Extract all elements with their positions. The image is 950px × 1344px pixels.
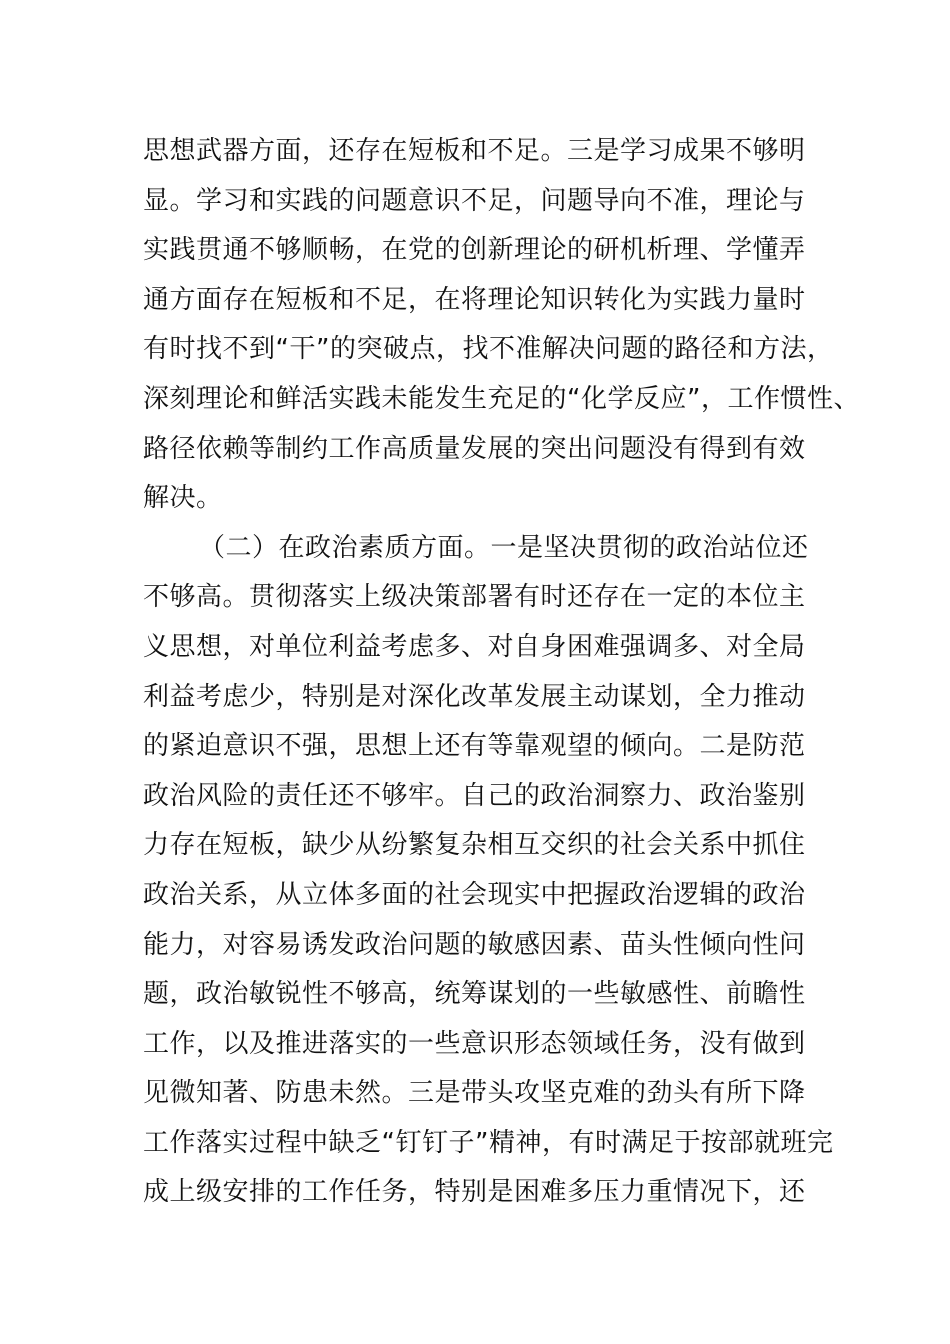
text-line: 能力，对容易诱发政治问题的敏感因素、苗头性倾向性问 xyxy=(143,929,806,960)
text-line: 工作，以及推进落实的一些意识形态领域任务，没有做到 xyxy=(143,1028,806,1059)
text-line: 利益考虑少，特别是对深化改革发展主动谋划，全力推动 xyxy=(143,681,806,712)
text-line: 深刻理论和鲜活实践未能发生充足的“化学反应”，工作惯性、 xyxy=(143,383,860,414)
text-line: 成上级安排的工作任务，特别是困难多压力重情况下，还 xyxy=(143,1177,806,1208)
text-line: 工作落实过程中缺乏“钉钉子”精神，有时满足于按部就班完 xyxy=(143,1127,834,1158)
text-line: 实践贯通不够顺畅，在党的创新理论的研机析理、学懂弄 xyxy=(143,235,806,266)
section-heading-line: （二）在政治素质方面。一是坚决贯彻的政治站位还 xyxy=(199,532,809,563)
text-line: 解决。 xyxy=(143,483,223,514)
text-line: 路径依赖等制约工作高质量发展的突出问题没有得到有效 xyxy=(143,433,806,464)
text-line: 政治风险的责任还不够牢。自己的政治洞察力、政治鉴别 xyxy=(143,780,806,811)
text-line: 显。学习和实践的问题意识不足，问题导向不准，理论与 xyxy=(143,185,806,216)
text-line: 有时找不到“干”的突破点，找不准解决问题的路径和方法， xyxy=(143,334,834,365)
text-line: 题，政治敏锐性不够高，统筹谋划的一些敏感性、前瞻性 xyxy=(143,979,806,1010)
text-line: 力存在短板，缺少从纷繁复杂相互交织的社会关系中抓住 xyxy=(143,830,806,861)
text-line: 思想武器方面，还存在短板和不足。三是学习成果不够明 xyxy=(143,136,806,166)
text-line: 政治关系，从立体多面的社会现实中把握政治逻辑的政治 xyxy=(143,879,806,910)
text-line: 通方面存在短板和不足，在将理论知识转化为实践力量时 xyxy=(143,284,806,315)
text-line: 不够高。贯彻落实上级决策部署有时还存在一定的本位主 xyxy=(143,582,806,613)
text-line: 义思想，对单位利益考虑多、对自身困难强调多、对全局 xyxy=(143,631,806,662)
body-text xyxy=(143,127,860,1218)
text-line: 的紧迫意识不强，思想上还有等靠观望的倾向。二是防范 xyxy=(143,731,806,762)
text-line: 见微知著、防患未然。三是带头攻坚克难的劲头有所下降 xyxy=(143,1078,806,1109)
